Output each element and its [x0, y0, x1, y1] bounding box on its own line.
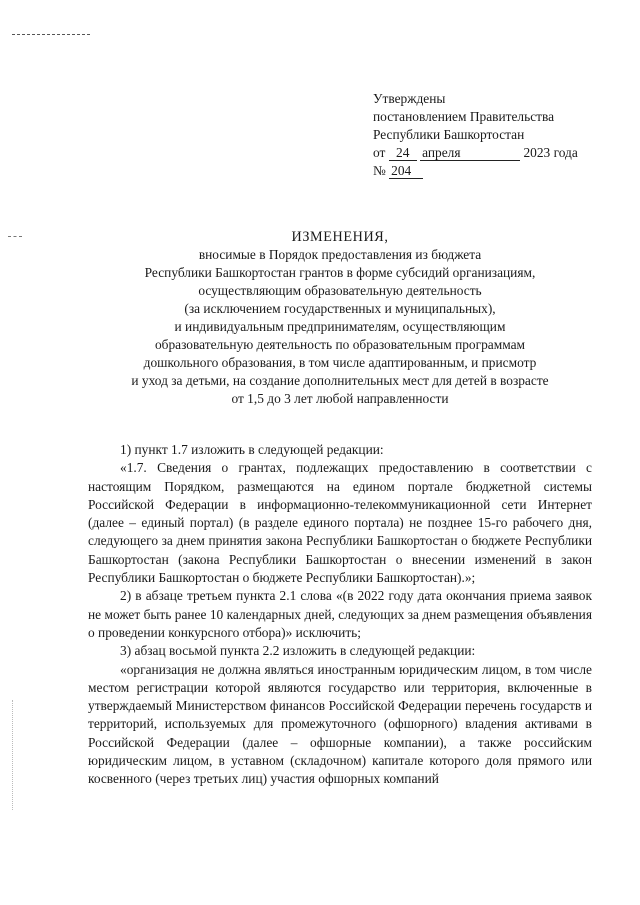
top-left-rule [12, 34, 90, 35]
body-paragraph-3: 2) в абзаце третьем пункта 2.1 слова «(в 2022 году дата окончания приема заявок не может быть ранее 10 календарных дней, следующих за днем размещения объявления о проведении конкурсного отбора)» исключить; [88, 588, 592, 640]
document-number: 204 [389, 164, 423, 179]
approval-date-line [373, 144, 613, 162]
heading-line: образовательную деятельность по образовательным программам [154, 337, 526, 352]
margin-mark [8, 236, 22, 237]
document-heading [88, 228, 592, 408]
heading-line: и индивидуальным предпринимателям, осуществляющим [174, 319, 506, 334]
date-month: апреля [420, 146, 520, 161]
body-paragraph-5: «организация не должна являться иностранным юридическим лицом, в том числе местом регистрации которой являются государство или территория, включенные в утверждаемый Министерством финансов Российской Федерации перечень государств и территорий, используемых для промежуточного (офшорного) владения активами в Российской Федерации (далее – офшорные компании), а также российским юридическим лицом, в уставном (складочном) капитале которого доля прямого или косвенного (через третьих лиц) участия офшорных компаний [88, 661, 592, 787]
heading-title: ИЗМЕНЕНИЯ, [291, 229, 389, 245]
scan-streak [12, 700, 13, 810]
approval-number-line [373, 162, 613, 180]
heading-line: от 1,5 до 3 лет любой направленности [231, 391, 449, 406]
approval-line-3: Республики Башкортостан [373, 127, 525, 142]
heading-line: (за исключением государственных и муниципальных), [184, 301, 496, 316]
heading-line: вносимые в Порядок предоставления из бюджета [198, 247, 482, 262]
heading-line: осуществляющим образовательную деятельность [198, 283, 482, 298]
heading-line: и уход за детьми, на создание дополнительных мест для детей в возрасте [131, 373, 549, 388]
body-paragraph-4: 3) абзац восьмой пункта 2.2 изложить в следующей редакции: [120, 643, 476, 659]
date-year: 2023 года [523, 145, 578, 160]
number-sign: № [373, 163, 386, 178]
date-day: 24 [389, 146, 417, 161]
date-prefix: от [373, 145, 386, 160]
approval-line-2: постановлением Правительства [373, 109, 555, 124]
body-paragraph-2: «1.7. Сведения о грантах, подлежащих предоставлению в соответствии с настоящим Порядком, размещаются на едином портале бюджетной системы Российской Федерации в информационно-телекоммуникационной сети Интернет (далее – единый портал) (в разделе единого портала) не позднее 15-го рабочего дня, следующего за днем принятия закона Республики Башкортостан о бюджете Республики Башкортостан (закона Республики Башкортостан о внесении изменений в закон Республики Башкортостан о бюджете Республики Башкортостан).»; [88, 460, 592, 586]
approval-block [373, 90, 613, 180]
heading-line: дошкольного образования, в том числе адаптированным, и присмотр [143, 355, 537, 370]
body-paragraph-1: 1) пункт 1.7 изложить в следующей редакции: [120, 442, 384, 457]
document-body [88, 441, 592, 789]
heading-line: Республики Башкортостан грантов в форме субсидий организациям, [144, 265, 536, 280]
approval-line-1: Утверждены [373, 91, 446, 106]
